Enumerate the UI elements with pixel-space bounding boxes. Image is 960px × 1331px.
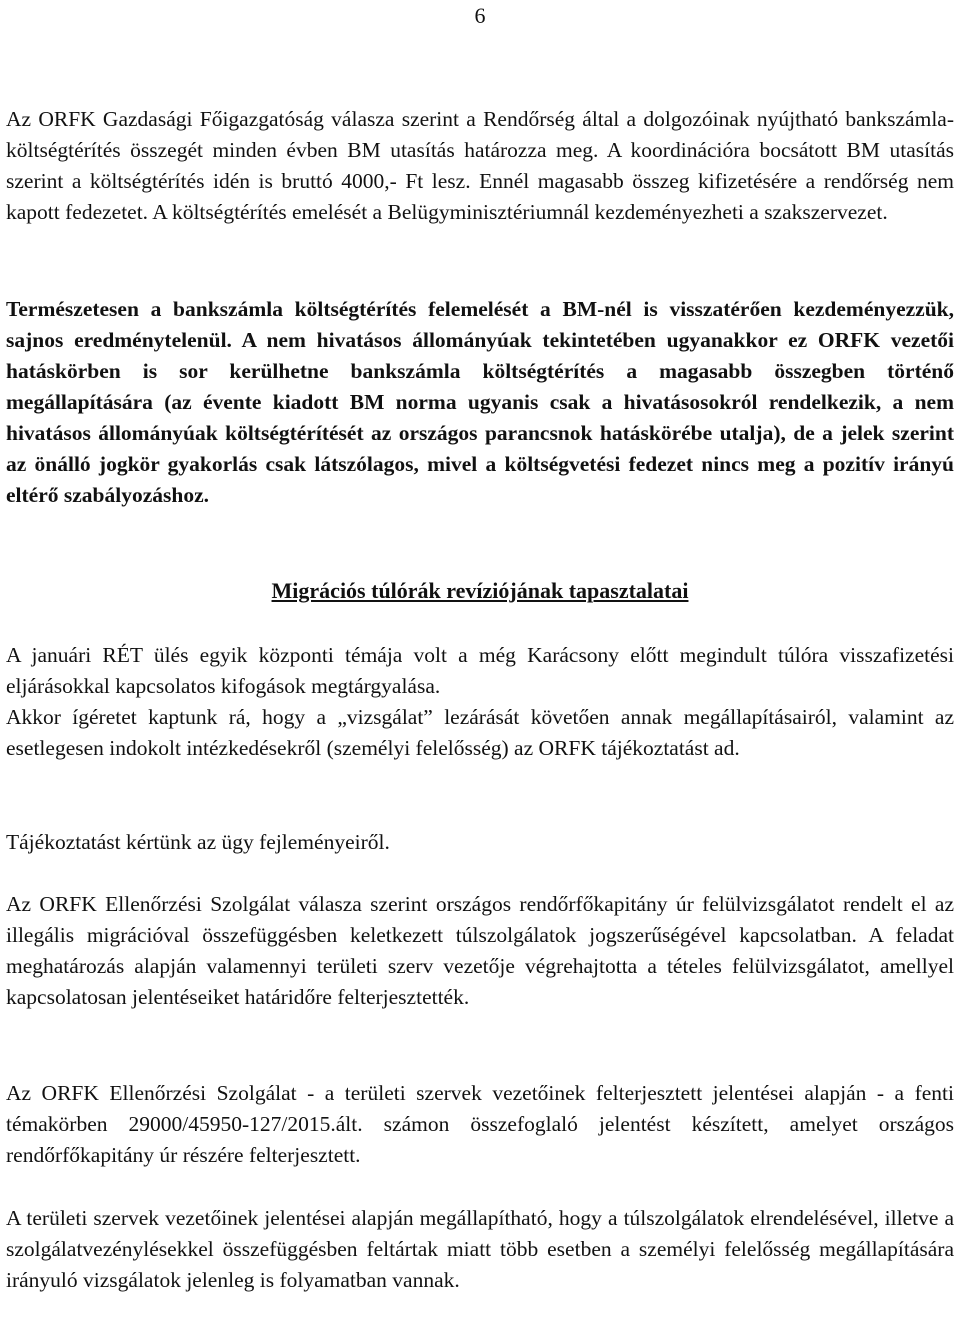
- paragraph-summary-report: Az ORFK Ellenőrzési Szolgálat - a területi szervek vezetőinek felterjesztett jelentései alapján - a fenti témakörben 29000/45950-127/2015.ált. számon összefoglaló jelentést készített, amelyet országos rendőrfőkapitány úr részére felterjesztett.: [6, 1081, 954, 1167]
- paragraph-bank-account-reimbursement: Az ORFK Gazdasági Főigazgatóság válasza szerint a Rendőrség által a dolgozóinak nyújtható bankszámla-költségtérítés összegét minden évben BM utasítás határozza meg. A koordinációra bocsátott BM utasítás szerint a költségtérítés idén is bruttó 4000,- Ft lesz. Ennél magasabb összeg kifizetésére a rendőrség nem kapott fedezetet. A költségtérítés emelését a Belügyminisztériumnál kezdeményezheti a szakszervezet.: [6, 107, 954, 224]
- section-heading-migration-overtime: Migrációs túlórák revíziójának tapasztalatai: [271, 578, 689, 603]
- paragraph-inspection-service-reply: Az ORFK Ellenőrzési Szolgálat válasza szerint országos rendőrfőkapitány úr felülvizsgálatot rendelt el az illegális migrációval összefüggésben keletkezett túlszolgálatok jogszerűségével kapcsolatban. A feladat meghatározás alapján valamennyi területi szerv vezetője végrehajtotta a tételes felülvizsgálatot, amellyel kapcsolatosan jelentéseiket határidőre felterjesztették.: [6, 892, 954, 1009]
- paragraph-union-initiative: Természetesen a bankszámla költségtérítés felemelését a BM-nél is visszatérően kezdeményezzük, sajnos eredménytelenül. A nem hivatásos állományúak tekintetében ugyanakkor ez ORFK vezetői hatáskörben is sor kerülhetne bankszámla költségtérítés a magasabb összegben történő megállapítására (az évente kiadott BM norma ugyanis csak a hivatásosokról rendelkezik, a nem hivatásos állományúak költségtérítését az országos parancsnok hatáskörébe utalja), de a jelek szerint az önálló jogkör gyakorlás csak látszólagos, mivel a költségvetési fedezet nincs meg a pozitív irányú eltérő szabályozáshoz.: [6, 297, 954, 507]
- paragraph-ret-meeting: A januári RÉT ülés egyik központi témája volt a még Karácsony előtt megindult túlóra visszafizetési eljárásokkal kapcsolatos kifogások megtárgyalása.: [6, 643, 954, 698]
- paragraph-promise: Akkor ígéretet kaptunk rá, hogy a „vizsgálat” lezárását követően annak megállapításairól, valamint az esetlegesen indokolt intézkedésekről (személyi felelősség) az ORFK tájékoztatást ad.: [6, 705, 954, 760]
- paragraph-information-request: Tájékoztatást kértünk az ügy fejleményeiről.: [6, 830, 390, 854]
- page-number: 6: [474, 3, 486, 28]
- paragraph-ongoing-investigations: A területi szervek vezetőinek jelentései alapján megállapítható, hogy a túlszolgálatok elrendelésével, illetve a szolgálatvezénylésekkel összefüggésben feltártak miatt több esetben a személyi felelősség megállapítására irányuló vizsgálatok jelenleg is folyamatban vannak.: [6, 1206, 954, 1292]
